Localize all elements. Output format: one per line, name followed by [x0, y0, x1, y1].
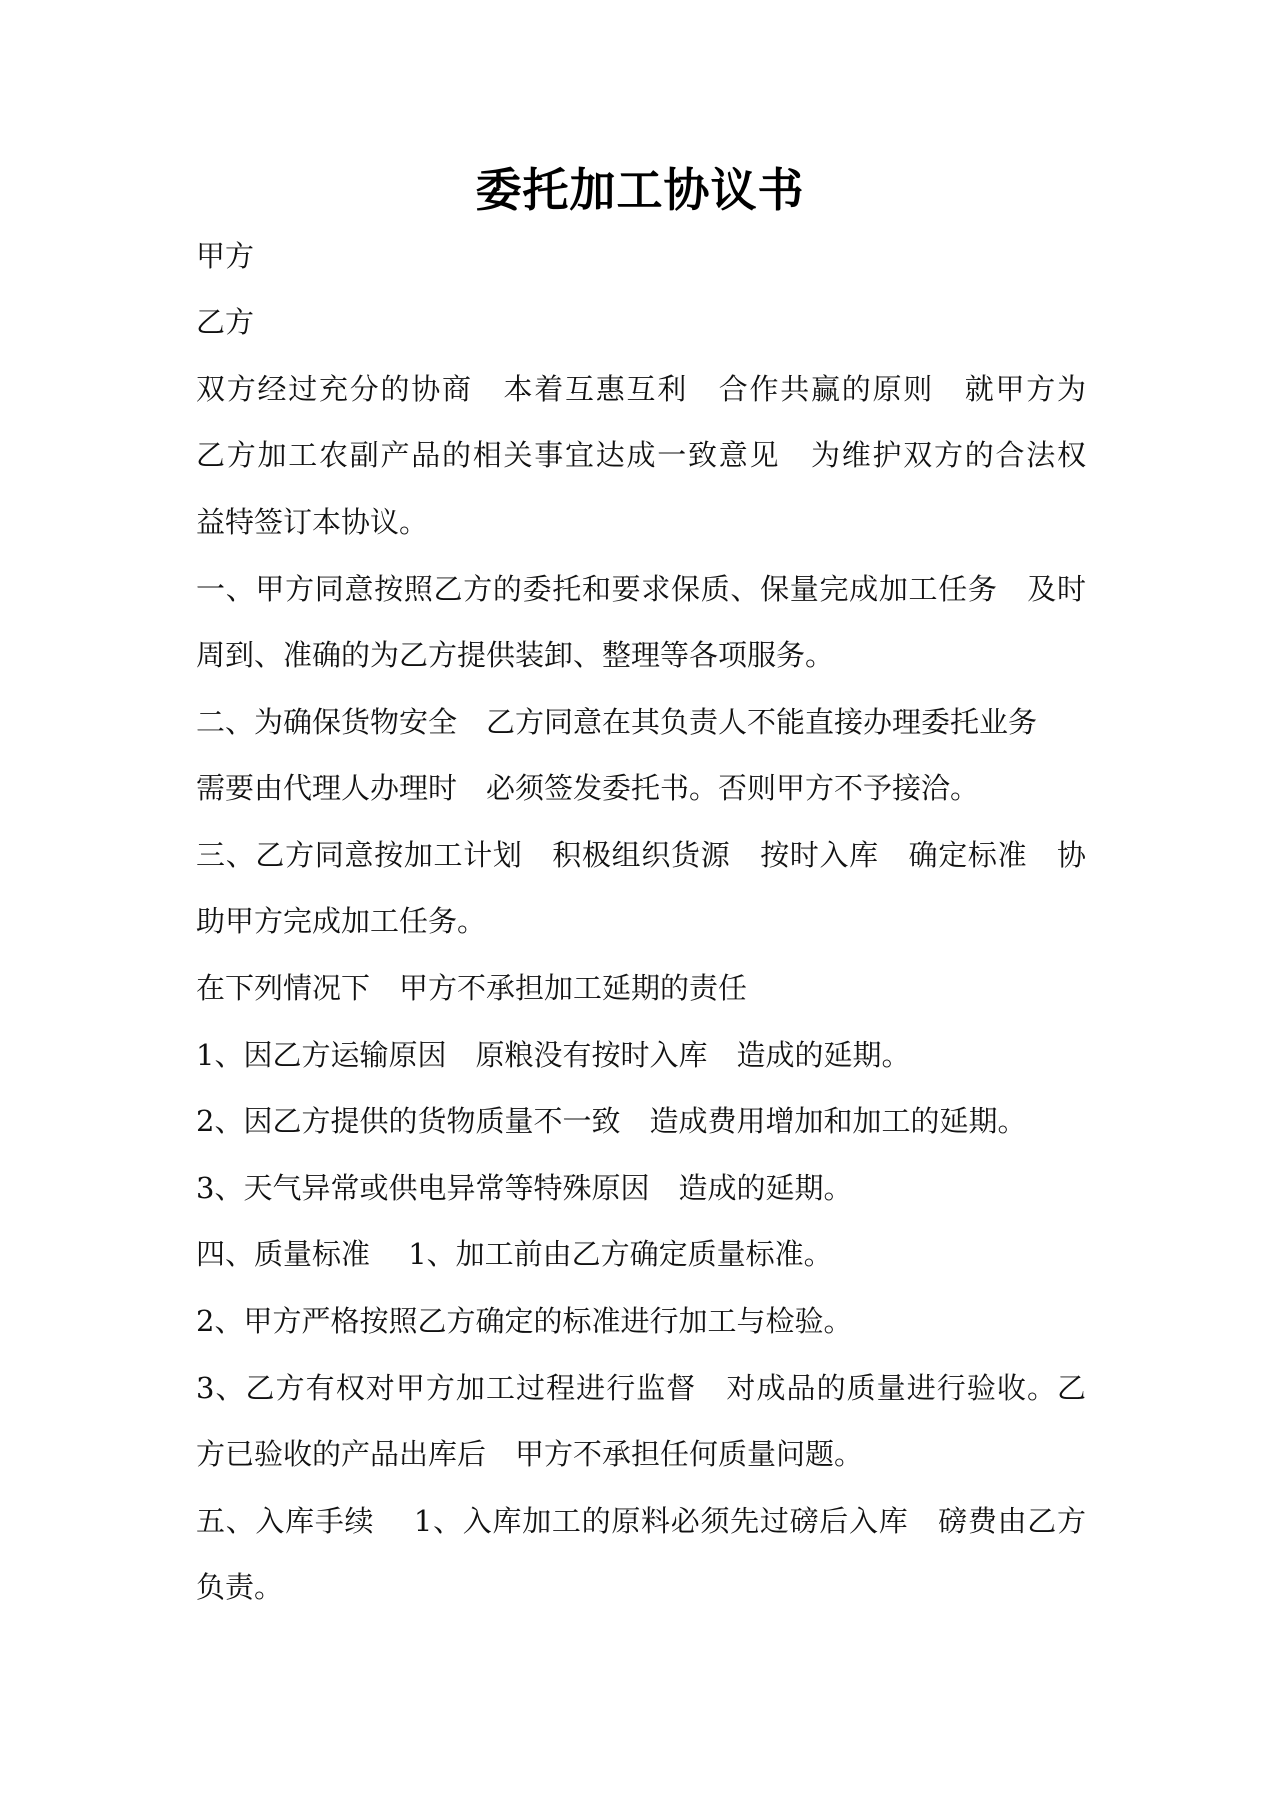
clause-3-line-2: 助甲方完成加工任务。 [196, 904, 487, 938]
exemption-item-1: 1、因乙方运输原因 原粮没有按时入库 造成的延期。 [196, 1038, 911, 1072]
preamble-line-1: 双方经过充分的协商 本着互惠互利 合作共赢的原则 就甲方为 [196, 372, 1086, 406]
clause-3-line-1: 三、乙方同意按加工计划 积极组织货源 按时入库 确定标准 协 [196, 838, 1086, 872]
clause-4-line-1: 四、质量标准 1、加工前由乙方确定质量标准。 [196, 1237, 833, 1271]
clause-2-line-1: 二、为确保货物安全 乙方同意在其负责人不能直接办理委托业务 [196, 705, 1038, 739]
exemption-item-3: 3、天气异常或供电异常等特殊原因 造成的延期。 [196, 1171, 853, 1205]
party-b-line: 乙方 [196, 305, 255, 339]
clause-5-line-2: 负责。 [196, 1570, 284, 1604]
clause-4-item-3-line-1: 3、乙方有权对甲方加工过程进行监督 对成品的质量进行验收。乙 [196, 1371, 1086, 1405]
exemption-item-2: 2、因乙方提供的货物质量不一致 造成费用增加和加工的延期。 [196, 1104, 1027, 1138]
party-a-line: 甲方 [196, 239, 255, 273]
clause-4-item-2: 2、甲方严格按照乙方确定的标准进行加工与检验。 [196, 1304, 853, 1338]
preamble-line-3: 益特签订本协议。 [196, 505, 429, 539]
clause-2-line-2: 需要由代理人办理时 必须签发委托书。否则甲方不予接洽。 [196, 771, 980, 805]
preamble-line-2: 乙方加工农副产品的相关事宜达成一致意见 为维护双方的合法权 [196, 438, 1086, 472]
clause-5-line-1: 五、入库手续 1、入库加工的原料必须先过磅后入库 磅费由乙方 [196, 1504, 1086, 1538]
clause-1-line-2: 周到、准确的为乙方提供装卸、整理等各项服务。 [196, 638, 835, 672]
exemption-heading: 在下列情况下 甲方不承担加工延期的责任 [196, 971, 748, 1005]
clause-4-item-3-line-2: 方已验收的产品出库后 甲方不承担任何质量问题。 [196, 1437, 864, 1471]
document-title: 委托加工协议书 [475, 163, 805, 217]
clause-1-line-1: 一、甲方同意按照乙方的委托和要求保质、保量完成加工任务 及时 [196, 572, 1086, 606]
